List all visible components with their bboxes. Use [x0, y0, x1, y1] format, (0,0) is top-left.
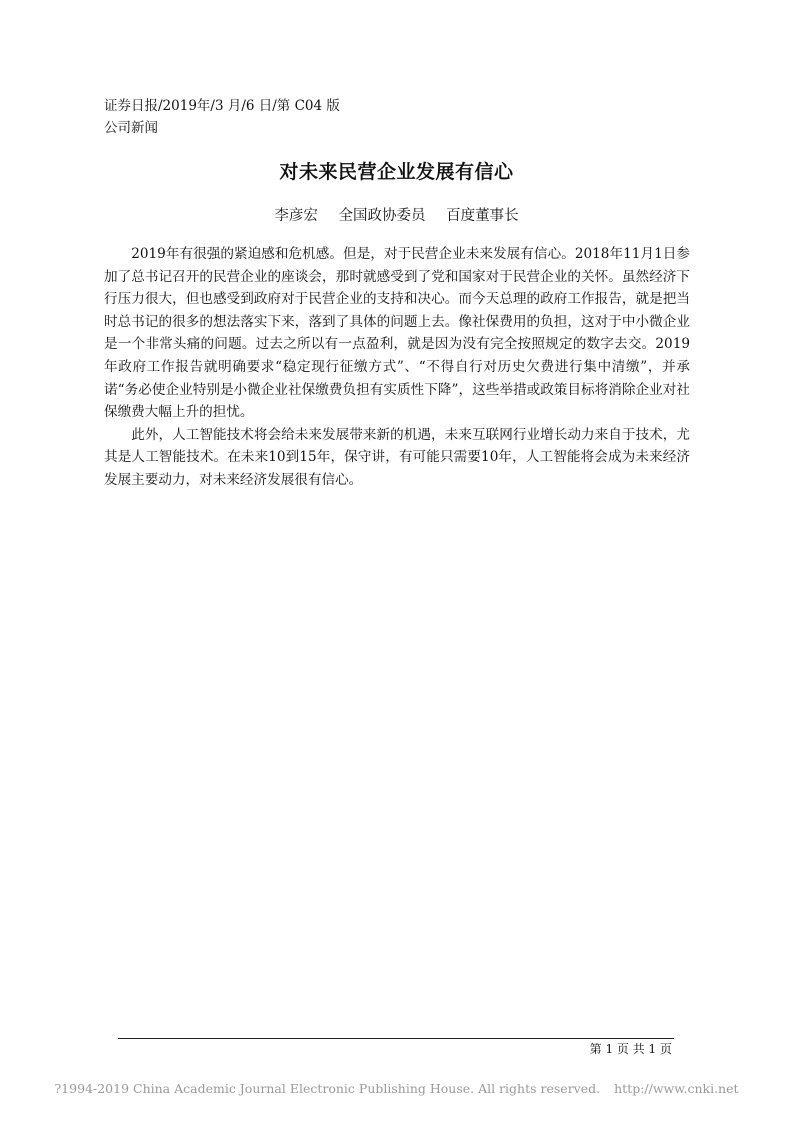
section-label: 公司新闻 — [104, 120, 158, 136]
page-number: 第 1 页 共 1 页 — [589, 1042, 672, 1056]
source-line: 证券日报/2019年/3 月/6 日/第 C04 版 — [104, 98, 340, 114]
paragraph-1: 2019年有很强的紧迫感和危机感。但是，对于民营企业未来发展有信心。2018年11月1日参加了总书记召开的民营企业的座谈会，那时就感受到了党和国家对于民营企业的关怀。虽然经济下行压力很大，但也感受到政府对于民营企业的支持和决心。而今天总理的政府工作报告，就是把当时总书记的很多的想法落实下来，落到了具体的问题上去。像社保费用的负担，这对于中小微企业是一个非常头痛的问题。过去之所以有一点盈利，就是因为没有完全按照规定的数字去交。2019年政府工作报告就明确要求“稳定现行征缴方式”、“不得自行对历史欠费进行集中清缴”，并承诺“务必使企业特别是小微企业社保缴费负担有实质性下降”，这些举措或政策目标将消除企业对社保缴费大幅上升的担忧。 — [104, 246, 690, 421]
paragraph-2: 此外，人工智能技术将会给未来发展带来新的机遇，未来互联网行业增长动力来自于技术，尤其是人工智能技术。在未来10到15年，保守讲，有可能只需要10年，人工智能将会成为未来经济发展主要动力，对未来经济发展很有信心。 — [104, 426, 690, 488]
author-role-baidu: 百度董事长 — [446, 208, 519, 224]
copyright-notice — [0, 1081, 793, 1096]
article-body — [104, 243, 690, 492]
article-meta — [104, 95, 340, 139]
cnki-link[interactable]: http://www.cnki.net — [614, 1081, 739, 1096]
author-name: 李彦宏 — [274, 208, 318, 224]
footer-divider — [118, 1038, 674, 1039]
byline — [0, 205, 793, 227]
copyright-text: ?1994-2019 China Academic Journal Electronic Publishing House. All rights reserved. — [54, 1081, 601, 1096]
author-role-cppcc: 全国政协委员 — [338, 208, 426, 224]
article-title: 对未来民营企业发展有信心 — [279, 161, 514, 183]
